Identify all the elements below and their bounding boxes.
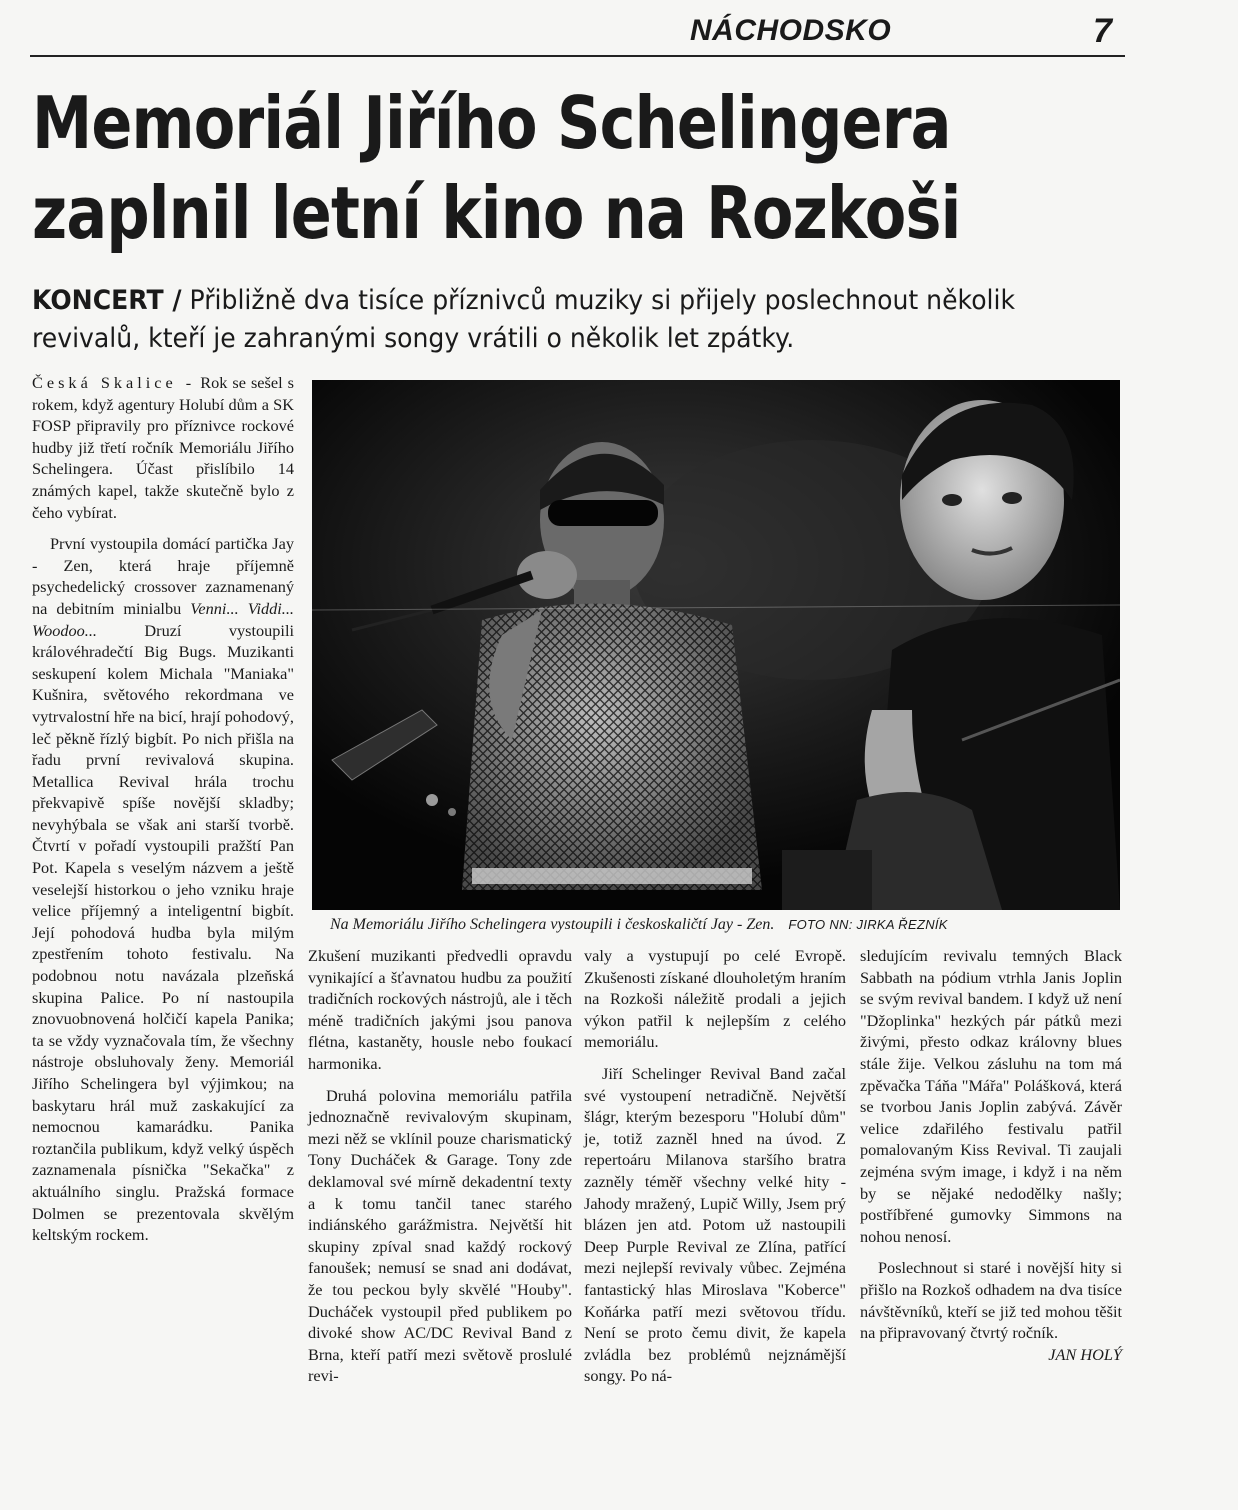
paragraph <box>32 372 294 523</box>
dateline: Česká Skalice - <box>32 373 196 392</box>
article-column-4 <box>860 945 1122 1365</box>
lead-paragraph <box>32 282 1064 358</box>
photo-credit: FOTO NN: JIRKA ŘEZNÍK <box>788 917 948 932</box>
paragraph-text: První vystoupila domácí partička Jay - Zen, která hraje příjemně psychedelický crossover zaznamenaný na debitním minialbu <box>32 534 294 618</box>
album-title: Venni... Viddi... Woodoo... <box>32 598 294 640</box>
paragraph: Zkušení muzikanti předvedli opravdu vynikající a šťavnatou hudbu za použití tradičních rockových nástrojů, ale i těch méně tradičních jakými jsou panova flétna, kastaněty, housle nebo foukací harmonika. <box>308 946 572 1073</box>
photo-caption-text: Na Memoriálu Jiřího Schelingera vystoupili i českoskaličtí Jay - Zen. <box>330 916 775 933</box>
paragraph: valy a vystupují po celé Evropě. Zkušenosti získané dlouholetým hraním na Rozkoši náležitě prodali a jejich výkon patřil k nejlepším z celého memoriálu. <box>584 946 846 1052</box>
section-name: NÁCHODSKO <box>690 14 892 47</box>
paragraph: Jiří Schelinger Revival Band začal své vystoupení netradičně. Největší šlágr, kterým bezesporu "Holubí dům" je, totiž zazněl hned na úvod. Z repertoáru Milanova staršího bratra zazněly téměř všechny velké hity - Jahody mražený, Lupič Willy, Jsem prý blázen jen atd. Potom už nastoupili Deep Purple Revival ze Zlína, patřící mezi nejlepší revivaly vůbec. Zejména fantastický hlas Miroslava "Koberce" Koňárka patří mezi světovou třídu. Není se proto čemu divit, že kapela zvládla bez problémů nejznámější songy. Po ná- <box>584 1063 846 1386</box>
headline <box>32 78 961 258</box>
paragraph-text: Rok se sešel s rokem, když agentury Holubí dům a SK FOSP připravily pro příznivce rockové hudby již třetí ročník Memoriálu Jiřího Schelingera. Účast přislíbilo 14 známých kapel, takže skutečně bylo z čeho vybírat. <box>32 373 294 522</box>
byline: JAN HOLÝ <box>1048 1344 1122 1364</box>
paragraph: sledujícím revivalu temných Black Sabbath na pódium vtrhla Janis Joplin se svým revival bandem. I když už není "Džoplinka" hezkých pár pátků mezi živými, přesto odkaz královny blues stále žije. Velkou zásluhu na tom má zpěvačka Táňa "Mářa" Polášková, která se tvorbou Janis Joplin zabývá. Závěr velice zdařilého festivalu patřil pomalovaným Kiss Revival. Ti zaujali zejména svým image, i když i na něm by se nějaké nedodělky našly; postříbřené gumovky Simmons na nohou nenosí. <box>860 946 1122 1246</box>
article-column-3 <box>584 945 846 1387</box>
paragraph: Druhá polovina memoriálu patřila jednoznačně revivalovým skupinam, mezi něž se vklínil pouze charismatický Tony Ducháček & Garage. Tony zde deklamoval své mírně dekadentní texty a k tomu tančil tanec starého indiánského garážmistra. Největší hit skupiny zpíval snad každý rockový fanoušek; nemusí se snad ani dodávat, že tou peckou byly skvělé "Houby". Ducháček vystoupil před publikem po divoké show AC/DC Revival Band z Brna, kteří patří mezi světově proslulé revi- <box>308 1085 572 1386</box>
paragraph <box>32 533 294 1246</box>
page-number: 7 <box>1093 12 1112 50</box>
concert-photo <box>312 380 1120 910</box>
headline-line-2: zaplnil letní kino na Rozkoši <box>32 171 961 255</box>
paragraph-text: Druzí vystoupili královéhradečtí Big Bugs. Muzikanti seskupení kolem Michala "Maniaka" Kušnira, světového rekordmana ve vytrvalostní hře na bicí, hrají pohodový, leč pěkně řízlý bigbít. Po nich přišla na řadu první revivalová skupina. Metallica Revival hrála trochu překvapivě spíše novější skladby; nevyhýbala se však ani starší tvorbě. Čtvrtí v pořadí vystoupili pražští Pan Pot. Kapela s veselým názvem a ještě veselejší historkou o jeho vzniku hraje velice příjemný a inteligentní bigbít. Její pohodová hudba byla milým zpestřením tohoto festivalu. Na podobnou notu navázala plzeňská skupina Palice. Po ní nastoupila znovuobnovená holčičí kapela Panika; ta se vždy vyznačovala tím, že všechny nástroje obsluhovaly ženy. Memoriál Jiřího Schelingera byl výjimkou; na baskytaru hrál muž zaskakující za nemocnou kamarádku. Panika roztančila publikum, když velký úspěch zaznamenala písnička "Sekačka" z aktuálního singlu. Pražská formace Dolmen se prezentovala skvělým keltským rockem. <box>32 620 294 1245</box>
paragraph <box>860 1257 1122 1364</box>
header-rule <box>30 55 1125 57</box>
concert-photo-image <box>312 380 1120 910</box>
paragraph-text: Poslechnout si staré i novější hity si přišlo na Rozkoš odhadem na dva tisíce návštěvníků, kteří se již ted mohou těšit na připravovaný čtvrtý ročník. <box>860 1258 1122 1343</box>
photo-caption <box>330 916 1130 934</box>
headline-line-1: Memoriál Jiřího Schelingera <box>32 81 951 165</box>
lead-kicker: KONCERT / <box>32 285 182 316</box>
lead-text: Přibližně dva tisíce příznivců muziky si přijely poslechnout několik revivalů, kteří je zahranými songy vrátili o několik let zpátky. <box>32 285 1016 354</box>
article-column-2 <box>308 945 572 1387</box>
article-column-1 <box>32 372 294 1246</box>
